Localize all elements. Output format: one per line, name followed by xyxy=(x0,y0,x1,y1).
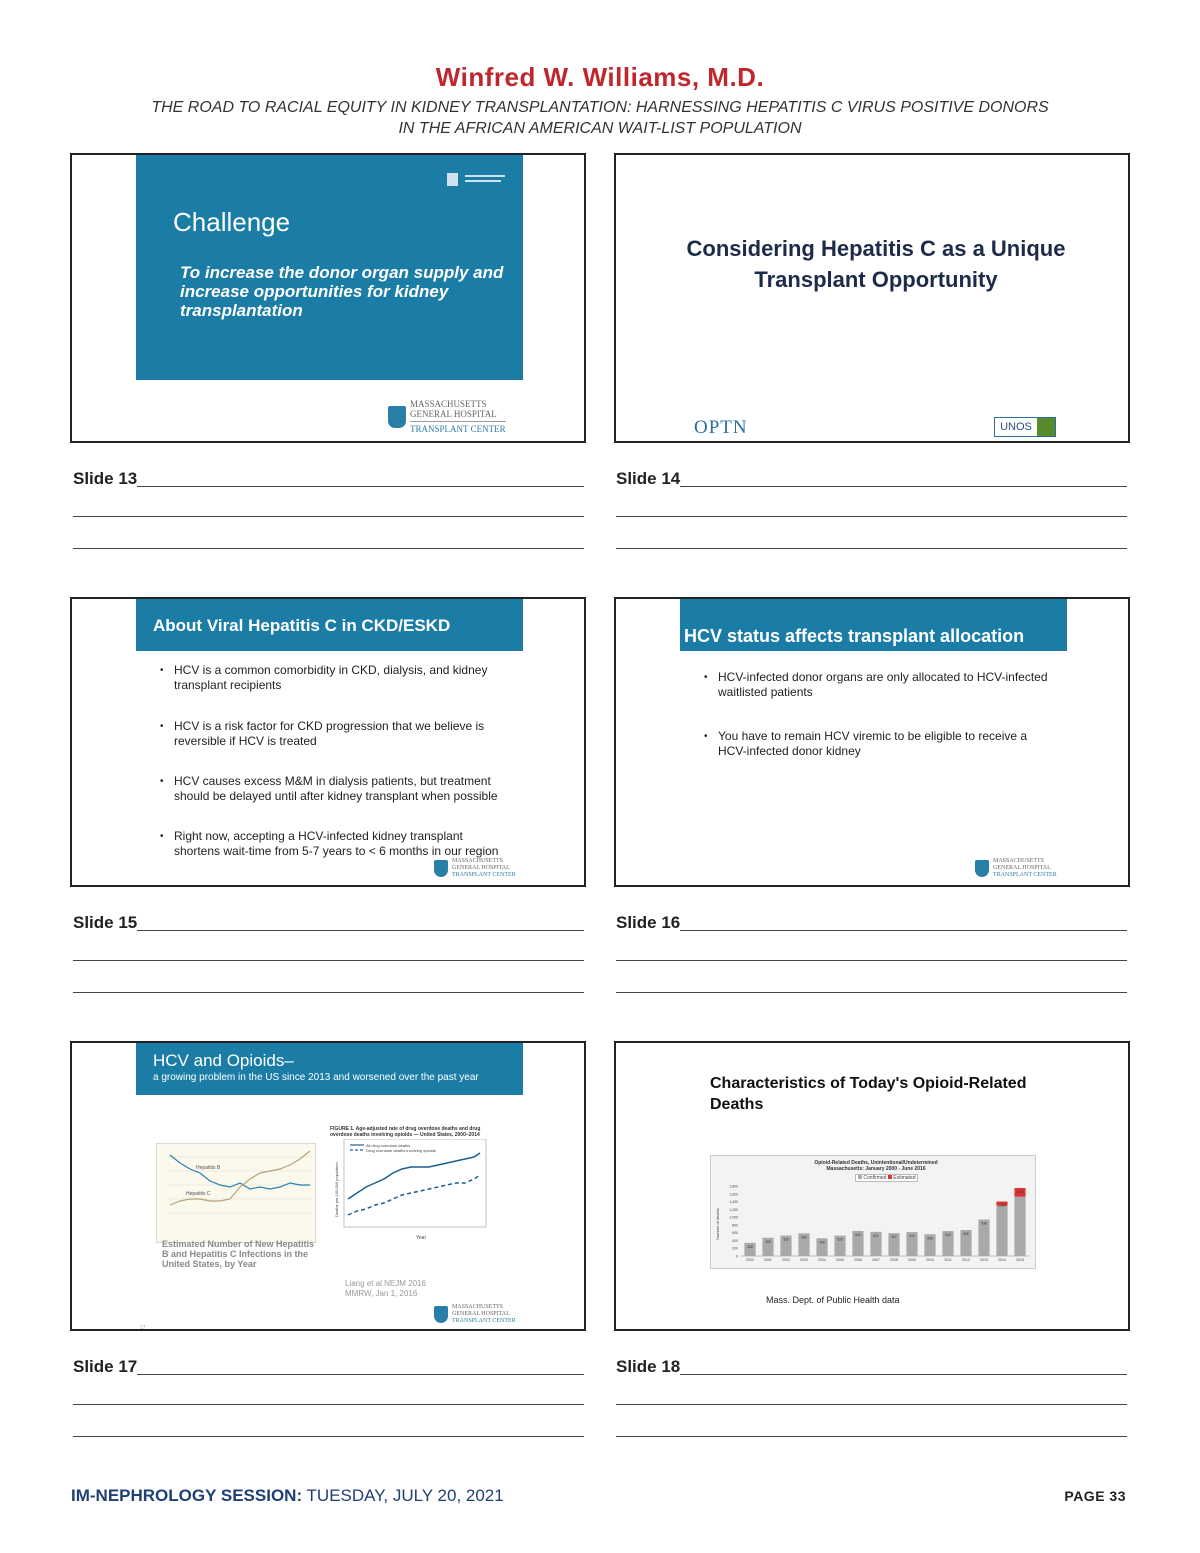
y-tick-label: 1,000 xyxy=(729,1215,738,1220)
y-axis-label: Number of deaths xyxy=(715,1208,720,1240)
note-line[interactable] xyxy=(73,960,584,961)
mgh-logo: MASSACHUSETTS GENERAL HOSPITAL TRANSPLANT CENTER xyxy=(434,858,516,879)
y-tick-label: 1,600 xyxy=(729,1192,738,1197)
note-line[interactable] xyxy=(680,1374,1127,1375)
bar-value-label: 526 xyxy=(783,1237,789,1242)
opioid-bar-chart xyxy=(711,1180,1035,1268)
list-item: • You have to remain HCV viremic to be eligible to receive a HCV-infected donor kidney xyxy=(702,729,1052,759)
slide-label: Slide 13 xyxy=(73,469,138,488)
y-axis-label: Deaths per 100,000 population xyxy=(334,1162,339,1217)
y-tick-label: 600 xyxy=(732,1231,738,1236)
note-line[interactable] xyxy=(616,992,1127,993)
note-line[interactable] xyxy=(616,1436,1127,1437)
page-number: PAGE 33 xyxy=(1064,1488,1126,1504)
bullet-list xyxy=(158,663,508,859)
note-line[interactable] xyxy=(616,1404,1127,1405)
note-line[interactable] xyxy=(137,1374,584,1375)
optn-logo: OPTN xyxy=(694,417,748,438)
slide-label: Slide 16 xyxy=(616,913,681,932)
slide-title: HCV status affects transplant allocation xyxy=(684,626,1025,646)
bar-value-label: 938 xyxy=(981,1221,987,1226)
bar-value-label: 613 xyxy=(909,1234,915,1239)
hep-b-label: Hepatitis B xyxy=(196,1165,221,1171)
x-tick-label: 2008 xyxy=(890,1258,898,1262)
right-chart-title: FIGURE 1. Age-adjusted rate of drug overdose deaths and drug overdose deaths involving opioids — United States, 2000–2014 xyxy=(330,1126,481,1138)
note-line[interactable] xyxy=(616,548,1127,549)
x-tick-label: 2001 xyxy=(764,1258,772,1262)
note-line[interactable] xyxy=(73,1404,584,1405)
slide-13-banner xyxy=(136,155,523,380)
bar-value-label: 338 xyxy=(747,1244,753,1249)
x-tick-label: 2012 xyxy=(962,1258,970,1262)
y-tick-label: 0 xyxy=(736,1254,738,1259)
list-item: • HCV causes excess M&M in dialysis patients, but treatment should be delayed until after kidney transplant when possible xyxy=(158,774,508,829)
list-item: • Right now, accepting a HCV-infected kidney transplant shortens wait-time from 5-7 years to < 6 months in our region xyxy=(158,829,508,859)
slide-title: Challenge xyxy=(173,207,291,237)
bar-value-label: 587 xyxy=(891,1235,897,1240)
bullet-list xyxy=(702,670,1052,759)
note-line[interactable] xyxy=(137,486,584,487)
x-tick-label: 2009 xyxy=(908,1258,916,1262)
note-line[interactable] xyxy=(137,930,584,931)
y-tick-label: 1,200 xyxy=(729,1207,738,1212)
mgh-logo: MASSACHUSETTS GENERAL HOSPITAL TRANSPLANT CENTER xyxy=(434,1304,516,1325)
note-line[interactable] xyxy=(616,960,1127,961)
slide-title-bar xyxy=(136,1043,523,1095)
slide-title: Characteristics of Today's Opioid-Related Deaths xyxy=(710,1075,1027,1113)
note-line[interactable] xyxy=(680,486,1127,487)
slide-16 xyxy=(614,597,1130,887)
x-tick-label: 2000 xyxy=(746,1258,754,1262)
x-tick-label: 2010 xyxy=(926,1258,934,1262)
slide-15 xyxy=(70,597,586,887)
shield-icon xyxy=(975,860,989,877)
mgh-logo: MASSACHUSETTS GENERAL HOSPITAL TRANSPLANT CENTER xyxy=(388,399,506,434)
slide-14 xyxy=(614,153,1130,443)
footer-session: IM-NEPHROLOGY SESSION: TUESDAY, JULY 20, 2021 xyxy=(71,1486,504,1505)
x-tick-label: 2013 xyxy=(980,1258,988,1262)
overdose-trend-chart xyxy=(330,1139,490,1243)
note-line[interactable] xyxy=(73,992,584,993)
bar-value-label: 642 xyxy=(945,1233,951,1238)
slide-title: Considering Hepatitis C as a Unique Transplant Opportunity xyxy=(686,236,1066,292)
note-line[interactable] xyxy=(73,516,584,517)
bar-value-label: 525 xyxy=(837,1237,843,1242)
x-tick-label: 2003 xyxy=(800,1258,808,1262)
unos-logo: UNOS xyxy=(994,417,1056,437)
slide-title: About Viral Hepatitis C in CKD/ESKD xyxy=(153,616,451,635)
note-line[interactable] xyxy=(73,548,584,549)
slide-17 xyxy=(70,1041,586,1331)
list-item: • HCV is a risk factor for CKD progression that we believe is reversible if HCV is treated xyxy=(158,719,508,774)
x-tick-label: 2004 xyxy=(818,1258,826,1262)
chart-legend: Confirmed Estimated xyxy=(855,1174,918,1182)
x-axis-label: Year xyxy=(416,1235,427,1241)
x-tick-label: 2006 xyxy=(854,1258,862,1262)
slide-title-bar xyxy=(136,599,523,651)
legend-all: All drug overdose deaths xyxy=(366,1143,411,1148)
y-tick-label: 800 xyxy=(732,1223,738,1228)
slide-label: Slide 17 xyxy=(73,1357,138,1376)
slide-title-bar xyxy=(680,599,1067,651)
slide-body: To increase the donor organ supply and increase opportunities for kidney transplantation xyxy=(180,263,504,320)
slide-label: Slide 14 xyxy=(616,469,681,488)
x-tick-label: 2005 xyxy=(836,1258,844,1262)
slide-page-number: 17 xyxy=(140,1325,146,1331)
bar-confirmed xyxy=(1014,1197,1025,1256)
slide-13 xyxy=(70,153,586,443)
y-tick-label: 1,400 xyxy=(729,1200,738,1205)
bar-value-label: 456 xyxy=(819,1240,825,1245)
x-tick-label: 2014 xyxy=(998,1258,1006,1262)
bar-value-label: 582 xyxy=(801,1235,807,1240)
bar-value-label: 468 xyxy=(765,1239,771,1244)
author-name: Winfred W. Williams, M.D. xyxy=(435,62,765,92)
bar-value-label: 1,294 xyxy=(998,1203,1006,1208)
note-line[interactable] xyxy=(616,516,1127,517)
note-line[interactable] xyxy=(73,1436,584,1437)
legend-opioid: Drug overdose deaths involving opioids xyxy=(366,1148,436,1153)
x-tick-label: 2007 xyxy=(872,1258,880,1262)
shield-icon xyxy=(434,860,448,877)
bar-value-label: 643 xyxy=(855,1232,861,1237)
bar-value-label: 1,526 xyxy=(1016,1189,1024,1194)
y-tick-label: 400 xyxy=(732,1238,738,1243)
opioid-chart-panel xyxy=(710,1155,1036,1269)
y-tick-label: 200 xyxy=(732,1246,738,1251)
mgh-logo: MASSACHUSETTS GENERAL HOSPITAL TRANSPLANT CENTER xyxy=(975,858,1057,879)
x-tick-label: 2002 xyxy=(782,1258,790,1262)
slide-title: HCV and Opioids– xyxy=(153,1051,294,1070)
chart-title: Opioid-Related Deaths, Unintentional/Undetermined Massachusetts: January 2000 - June 2016 xyxy=(814,1160,938,1172)
source-note: Mass. Dept. of Public Health data xyxy=(766,1295,900,1305)
bar-value-label: 668 xyxy=(963,1232,969,1237)
hep-c-label: Hepatitis C xyxy=(186,1191,211,1197)
list-item: • HCV is a common comorbidity in CKD, dialysis, and kidney transplant recipients xyxy=(158,663,508,719)
x-tick-label: 2011 xyxy=(944,1258,952,1262)
left-chart-caption: Estimated Number of New Hepatitis B and Hepatitis C Infections in the United States, by Year xyxy=(162,1239,315,1269)
slide-subtitle: a growing problem in the US since 2013 and worsened over the past year xyxy=(153,1072,479,1083)
source-citation: Liang et al NEJM 2016 MMRW, Jan 1, 2016 xyxy=(345,1279,426,1298)
x-tick-label: 2015 xyxy=(1016,1258,1024,1262)
shield-icon xyxy=(388,406,406,428)
bar-value-label: 559 xyxy=(927,1236,933,1241)
hepatitis-trend-chart xyxy=(156,1143,316,1243)
list-item: • HCV-infected donor organs are only allocated to HCV-infected waitlisted patients xyxy=(702,670,1052,729)
slide-label: Slide 15 xyxy=(73,913,138,932)
talk-title: THE ROAD TO RACIAL EQUITY IN KIDNEY TRANSPLANTATION: HARNESSING HEPATITIS C VIRUS POSITIVE DONORS IN THE AFRICAN AMERICAN WAIT-LIST POPULATION xyxy=(151,99,1049,137)
shield-icon xyxy=(434,1306,448,1323)
harvard-icon xyxy=(447,173,509,187)
slide-18 xyxy=(614,1041,1130,1331)
note-line[interactable] xyxy=(680,930,1127,931)
slide-label: Slide 18 xyxy=(616,1357,681,1376)
bar-value-label: 621 xyxy=(873,1233,879,1238)
y-tick-label: 1,800 xyxy=(729,1184,738,1189)
